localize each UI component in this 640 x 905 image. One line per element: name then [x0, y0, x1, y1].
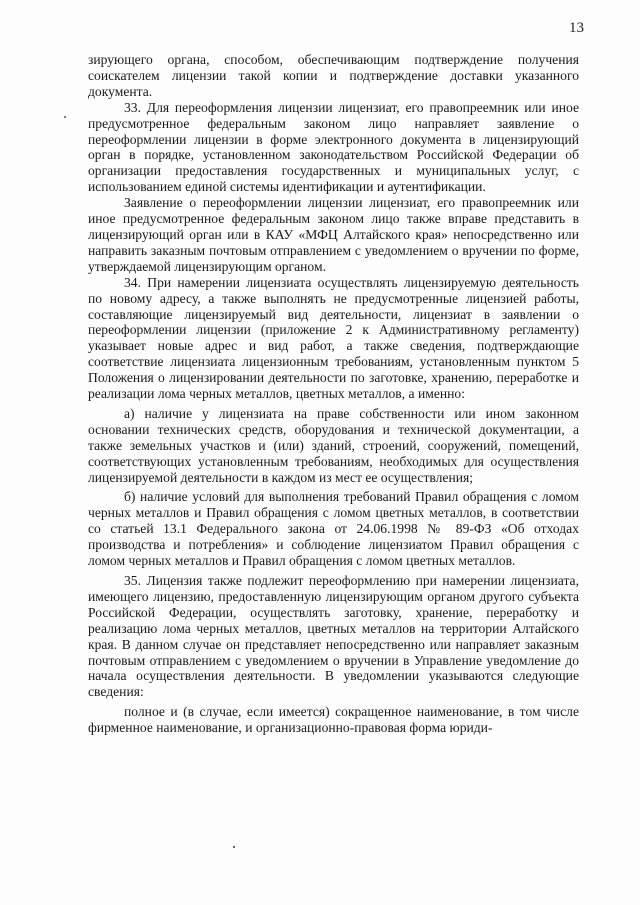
- scan-artifact: [233, 846, 235, 848]
- paragraph-35-details: полное и (в случае, если имеется) сокращенное наименование, в том числе фирменное наименование, и организационно-правовая форма юриди-: [88, 704, 579, 736]
- page-number: 13: [569, 20, 584, 36]
- paragraph-34-item-a: а) наличие у лицензиата на праве собственности или ином законном основании технических средств, оборудования и технической документации, а также земельных участков и (или) зданий, строений, сооружений, помещений, соответствующих установленным требованиям, необходимых для осуществления лицензируемой деятельности в каждом из мест ее осуществления;: [88, 405, 579, 485]
- paragraph-35: 35. Лицензия также подлежит переоформлению при намерении лицензиата, имеющего лицензию, предоставленную лицензирующим органом другого субъекта Российской Федерации, осуществлять заготовку, хранение, переработку и реализацию лома черных металлов, цветных металлов на территории Алтайского края. В данном случае он представляет непосредственно или направляет заказным почтовым отправлением с уведомлением о вручении в Управление уведомление до начала осуществления деятельности. В уведомлении указываются следующие сведения:: [88, 573, 579, 700]
- paragraph-34: 34. При намерении лицензиата осуществлять лицензируемую деятельность по новому адресу, а также выполнять не предусмотренные лицензией работы, составляющие лицензируемый вид деятельности, лицензиат в заявлении о переоформлении лицензии (приложение 2 к Административному регламенту) указывает новые адрес и вид работ, а также сведения, подтверждающие соответствие лицензиата лицензионным требованиям, установленным пунктом 5 Положения о лицензировании деятельности по заготовке, хранению, переработке и реализации лома черных металлов, цветных металлов, а именно:: [88, 274, 579, 402]
- paragraph-34-item-b: б) наличие условий для выполнения требований Правил обращения с ломом черных металлов и Правил обращения с ломом цветных металлов, в соответствии со статьей 13.1 Федерального закона от 24.06.1998 № 89-ФЗ «Об отходах производства и потребления» и соблюдение лицензиатом Правил обращения с ломом черных металлов и Правил обращения с ломом цветных металлов.: [88, 489, 579, 569]
- paragraph-33: 33. Для переоформления лицензии лицензиат, его правопреемник или иное предусмотренное федеральным законом лицо направляет заявление о переоформлении лицензии в форме электронного документа в лицензирующий орган в порядке, установленном законодательством Российской Федерации об организации предоставления государственных и муниципальных услуг, с использованием единой системы идентификации и аутентификации.: [88, 99, 579, 195]
- paragraph-continuation: зирующего органа, способом, обеспечивающим подтверждение получения соискателем лицензии такой копии и подтверждение доставки указанного документа.: [88, 52, 579, 99]
- paragraph-33-statement: Заявление о переоформлении лицензии лицензиат, его правопреемник или иное предусмотренное федеральным законом лицо также вправе представить в лицензирующий орган или в КАУ «МФЦ Алтайского края» непосредственно или направить заказным почтовым отправлением с уведомлением о вручении по форме, утверждаемой лицензирующим органом.: [88, 195, 579, 274]
- document-body: [88, 52, 579, 736]
- scan-artifact: [64, 116, 66, 118]
